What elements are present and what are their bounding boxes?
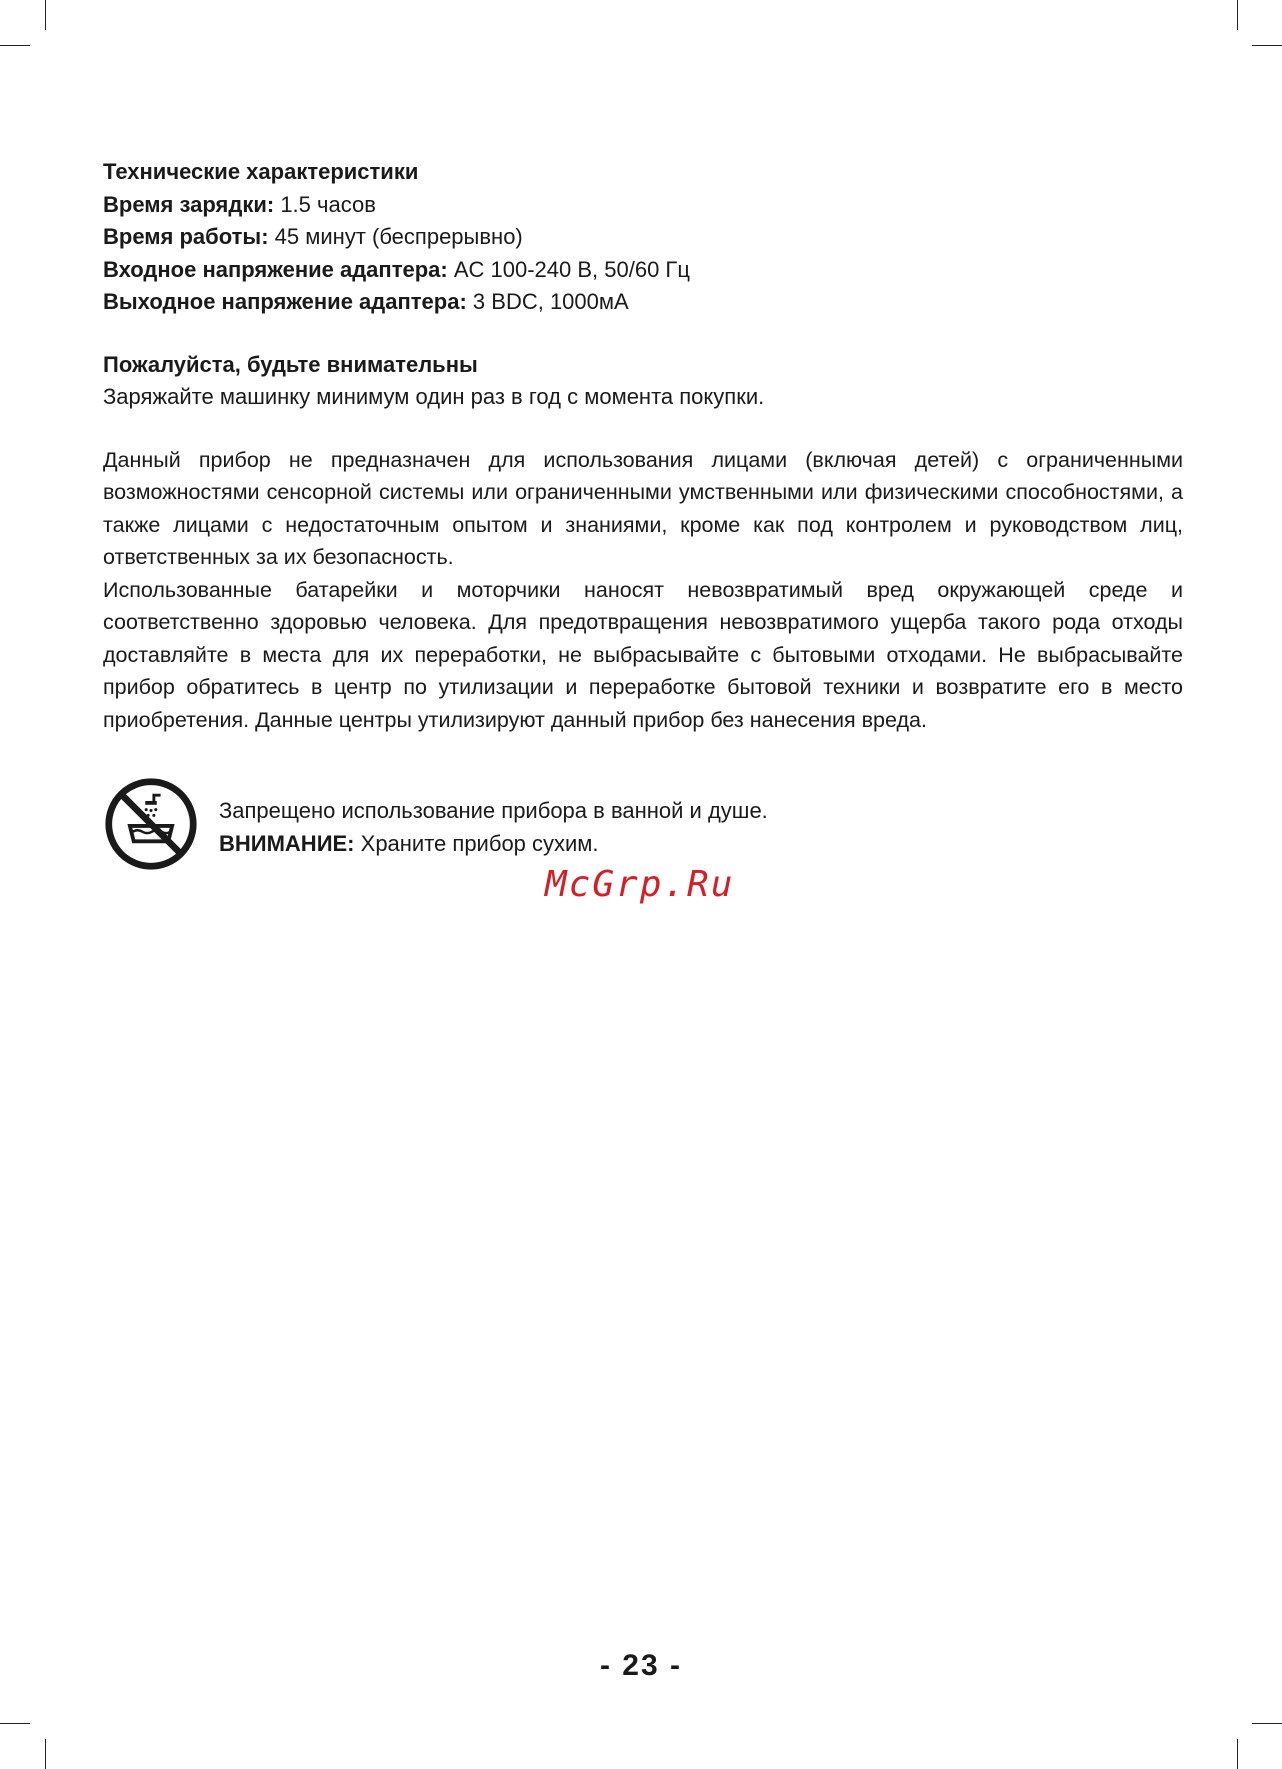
- safety-notice: [103, 444, 1183, 737]
- warning-label: ВНИМАНИЕ:: [219, 830, 355, 856]
- no-bath-shower-icon: [103, 776, 199, 872]
- warning-line-1: Запрещено использование прибора в ванной и душе.: [219, 798, 768, 823]
- spec-label: Время зарядки:: [103, 191, 275, 217]
- crop-mark: [1252, 45, 1282, 46]
- attention-text: Заряжайте машинку минимум один раз в год с момента покупки.: [103, 384, 765, 409]
- warning-text-block: [219, 795, 768, 860]
- crop-mark: [1252, 1723, 1282, 1724]
- bathroom-warning: [103, 776, 768, 872]
- attention-section: [103, 349, 1183, 414]
- spec-line-run-time: [103, 221, 1183, 254]
- warning-text: Храните прибор сухим.: [360, 830, 599, 856]
- page-number: - 23 -: [599, 1649, 683, 1682]
- crop-mark: [1237, 0, 1238, 30]
- spec-value: 45 минут (беспрерывно): [274, 224, 523, 249]
- notice-paragraph-2: Использованные батарейки и моторчики наносят невозвратимый вред окружающей среде и соответственно здоровью человека. Для предотвращения невозвратимого ущерба такого рода отходы доставляйте в места для их переработки, не выбрасывайте с бытовыми отходами. Не выбрасывайте прибор обратитесь в центр по утилизации и переработке бытовой техники и возвратите его в место приобретения. Данные центры утилизируют данный прибор без нанесения вреда.: [103, 577, 1183, 732]
- spec-value: AC 100-240 В, 50/60 Гц: [453, 256, 690, 282]
- watermark: McGrp.Ru: [545, 864, 735, 905]
- page-content: [103, 156, 1183, 736]
- specifications-heading: Технические характеристики: [103, 159, 419, 184]
- attention-heading: Пожалуйста, будьте внимательны: [103, 351, 478, 377]
- crop-mark: [0, 1723, 30, 1724]
- notice-paragraph-1: Данный прибор не предназначен для использования лицами (включая детей) с ограниченными возможностями сенсорной системы или ограниченными умственными или физическими способностями, а также лицами с недостаточным опытом и знаниями, кроме как под контролем и руководством лиц, ответственных за их безопасность.: [103, 447, 1183, 569]
- crop-mark: [1237, 1739, 1238, 1769]
- crop-mark: [45, 1739, 46, 1769]
- spec-label: Выходное напряжение адаптера:: [103, 289, 467, 314]
- crop-mark: [45, 0, 46, 30]
- crop-mark: [0, 45, 30, 46]
- spec-line-input-voltage: [103, 254, 1183, 287]
- specifications-section: [103, 156, 1183, 319]
- spec-value: 3 BDC, 1000мА: [472, 289, 629, 314]
- spec-value: 1.5 часов: [280, 191, 376, 217]
- warning-line-2: [219, 828, 768, 861]
- spec-line-output-voltage: [103, 286, 1183, 319]
- spec-label: Время работы:: [103, 224, 269, 249]
- spec-line-charge-time: [103, 189, 1183, 222]
- spec-label: Входное напряжение адаптера:: [103, 256, 448, 282]
